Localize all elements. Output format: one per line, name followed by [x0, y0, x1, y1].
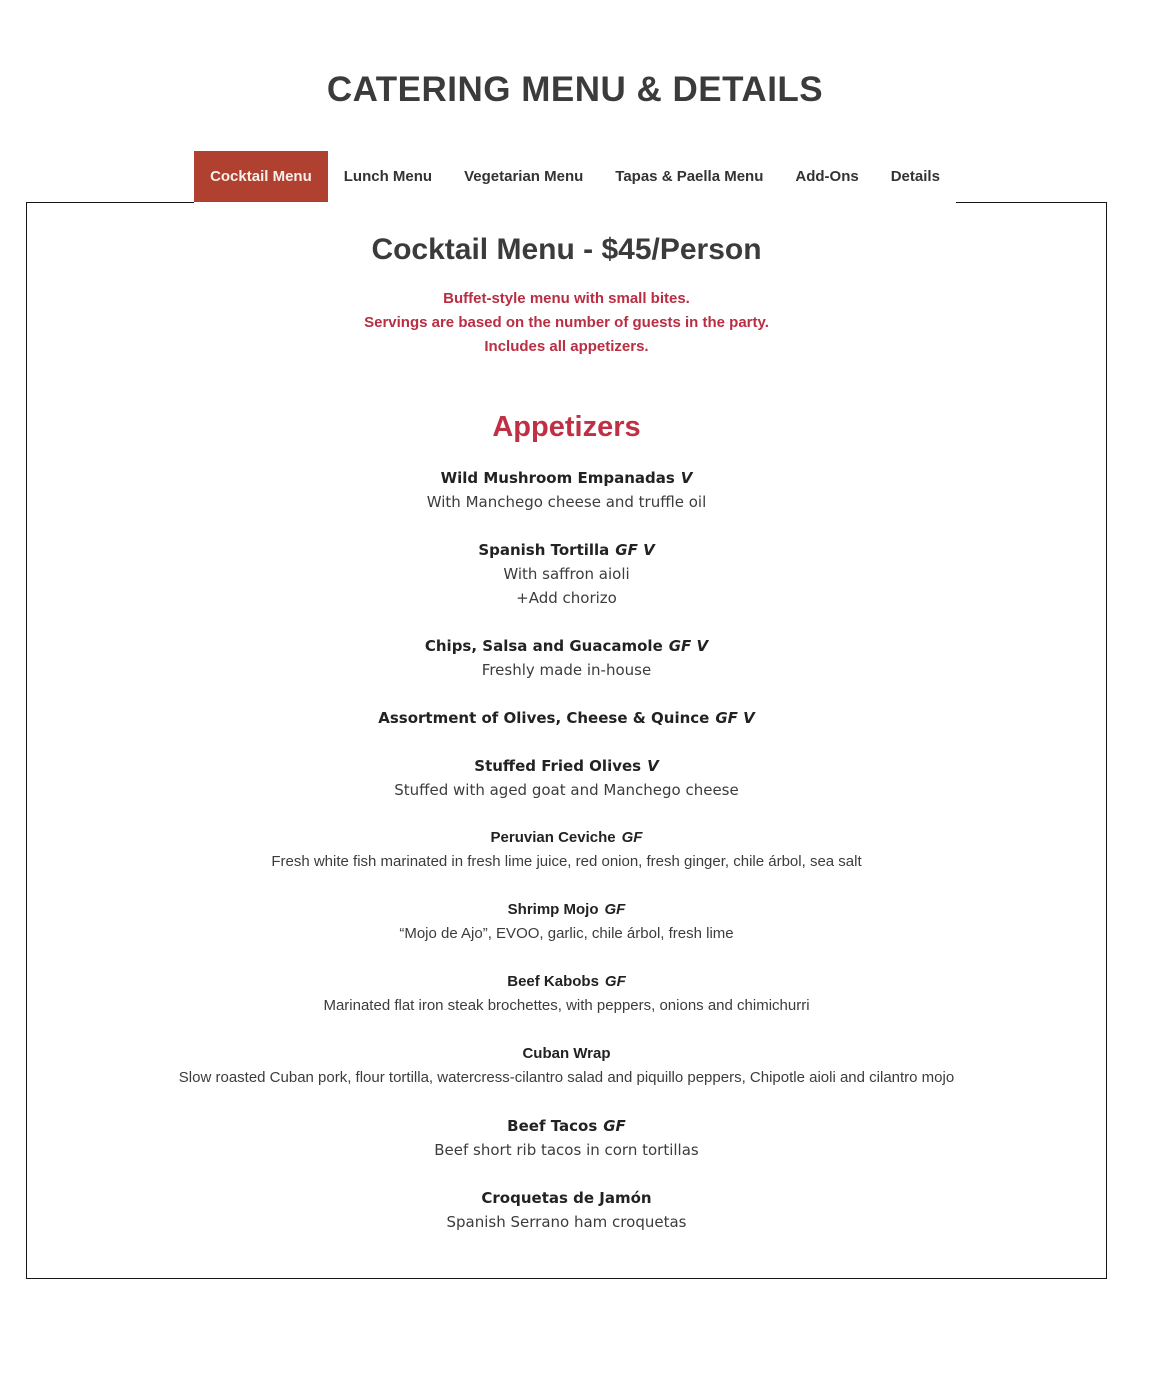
tab-bar [194, 151, 956, 204]
menu-item [57, 970, 1076, 1018]
item-dietary-tags: V [647, 757, 659, 775]
menu-item [57, 706, 1076, 730]
item-name-line [57, 466, 1076, 490]
panel-subtitle [57, 287, 1076, 359]
tab-bar-row [0, 151, 1150, 202]
tab-tapas-paella-menu[interactable]: Tapas & Paella Menu [615, 168, 764, 185]
item-description: “Mojo de Ajo”, EVOO, garlic, chile árbol, fresh lime [399, 925, 734, 942]
tab-cocktail-menu[interactable]: Cocktail Menu [194, 151, 328, 202]
item-name-line [57, 706, 1076, 730]
menu-item [57, 898, 1076, 946]
tab-lunch-menu[interactable]: Lunch Menu [343, 168, 433, 185]
item-description: Freshly made in-house [481, 661, 652, 679]
menu-item [57, 1042, 1076, 1090]
item-description: Stuffed with aged goat and Manchego cheese [394, 781, 739, 799]
menu-item-list [57, 466, 1076, 1234]
menu-item [57, 754, 1076, 802]
item-name: Wild Mushroom Empanadas [440, 469, 675, 487]
item-name: Chips, Salsa and Guacamole [424, 637, 663, 655]
tab-add-ons[interactable]: Add-Ons [795, 168, 859, 185]
item-name: Croquetas de Jamón [481, 1189, 652, 1207]
item-dietary-tags: GF [621, 829, 643, 846]
content-panel [26, 202, 1107, 1279]
panel-heading: Cocktail Menu - $45/Person [371, 233, 762, 266]
item-name: Peruvian Ceviche [490, 829, 616, 846]
item-name-line [57, 538, 1076, 562]
page-title: CATERING MENU & DETAILS [326, 70, 824, 109]
item-name: Spanish Tortilla [478, 541, 610, 559]
menu-item [57, 538, 1076, 610]
item-dietary-tags: GF V [715, 709, 755, 727]
menu-item [57, 634, 1076, 682]
item-dietary-tags: V [680, 469, 693, 487]
item-dietary-tags: GF V [615, 541, 655, 559]
subtitle-line: Buffet-style menu with small bites. [443, 290, 690, 307]
item-name-line [57, 970, 1076, 994]
item-description: +Add chorizo [516, 589, 617, 607]
subtitle-line: Includes all appetizers. [484, 338, 649, 355]
menu-item [57, 1186, 1076, 1234]
item-dietary-tags: GF V [668, 637, 709, 655]
item-name-line [57, 826, 1076, 850]
menu-item [57, 466, 1076, 514]
menu-item [57, 1114, 1076, 1162]
item-description: Marinated flat iron steak brochettes, with peppers, onions and chimichurri [323, 997, 810, 1014]
menu-item [57, 826, 1076, 874]
item-name-line [57, 898, 1076, 922]
item-name-line [57, 1042, 1076, 1066]
item-name: Shrimp Mojo [507, 901, 599, 918]
item-name: Stuffed Fried Olives [474, 757, 642, 775]
item-name: Beef Tacos [507, 1117, 598, 1135]
item-dietary-tags: GF [603, 1117, 626, 1135]
item-name-line [57, 1114, 1076, 1138]
item-description: Spanish Serrano ham croquetas [446, 1213, 687, 1231]
item-description: With Manchego cheese and truffle oil [426, 493, 707, 511]
subtitle-line: Servings are based on the number of guests in the party. [364, 314, 769, 331]
item-name-line [57, 634, 1076, 658]
tab-details[interactable]: Details [890, 168, 940, 185]
item-name: Assortment of Olives, Cheese & Quince [378, 709, 710, 727]
item-name-line [57, 754, 1076, 778]
item-description: Slow roasted Cuban pork, flour tortilla, watercress-cilantro salad and piquillo peppers, Chipotle aioli and cilantro mojo [178, 1069, 955, 1086]
item-description: With saffron aioli [503, 565, 630, 583]
item-name-line [57, 1186, 1076, 1210]
item-name: Cuban Wrap [522, 1045, 611, 1062]
item-dietary-tags: GF [604, 901, 626, 918]
item-dietary-tags: GF [604, 973, 626, 990]
item-description: Beef short rib tacos in corn tortillas [434, 1141, 699, 1159]
item-name: Beef Kabobs [507, 973, 599, 990]
section-heading-appetizers: Appetizers [492, 411, 641, 443]
item-description: Fresh white fish marinated in fresh lime juice, red onion, fresh ginger, chile árbol, sea salt [271, 853, 862, 870]
tab-vegetarian-menu[interactable]: Vegetarian Menu [464, 168, 584, 185]
